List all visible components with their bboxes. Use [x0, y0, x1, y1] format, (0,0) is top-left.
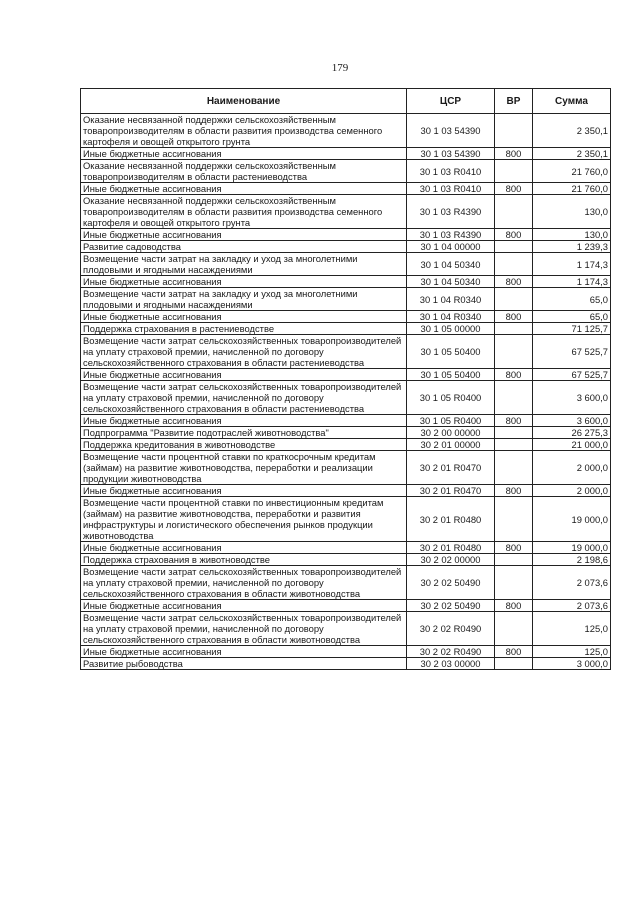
cell-vr: [495, 381, 533, 415]
table-row: [81, 612, 611, 646]
table-row: [81, 114, 611, 148]
cell-vr: [495, 658, 533, 670]
cell-name: Возмещение части затрат сельскохозяйственных товаропроизводителей на уплату страховой премии, начисленной по договору сельскохозяйственного страхования в области растениеводства: [81, 381, 407, 415]
table-row: [81, 160, 611, 183]
cell-sum: 2 000,0: [533, 451, 611, 485]
cell-name: Возмещение части затрат сельскохозяйственных товаропроизводителей на уплату страховой премии, начисленной по договору сельскохозяйственного страхования в области животноводства: [81, 612, 407, 646]
cell-sum: 2 350,1: [533, 148, 611, 160]
cell-csr: 30 2 02 R0490: [407, 612, 495, 646]
cell-vr: [495, 566, 533, 600]
cell-vr: 800: [495, 369, 533, 381]
cell-csr: 30 1 05 00000: [407, 323, 495, 335]
cell-name: Поддержка страхования в животноводстве: [81, 554, 407, 566]
table-row: [81, 335, 611, 369]
cell-sum: 3 600,0: [533, 415, 611, 427]
cell-vr: 800: [495, 229, 533, 241]
table-row: [81, 427, 611, 439]
cell-sum: 125,0: [533, 646, 611, 658]
cell-vr: 800: [495, 311, 533, 323]
cell-csr: 30 2 02 50490: [407, 566, 495, 600]
cell-vr: [495, 253, 533, 276]
table-row: [81, 311, 611, 323]
cell-sum: 26 275,3: [533, 427, 611, 439]
cell-csr: 30 1 04 50340: [407, 276, 495, 288]
cell-vr: [495, 323, 533, 335]
cell-csr: 30 2 01 R0470: [407, 451, 495, 485]
cell-csr: 30 2 02 00000: [407, 554, 495, 566]
table-row: [81, 497, 611, 542]
cell-name: Иные бюджетные ассигнования: [81, 276, 407, 288]
cell-sum: 2 073,6: [533, 566, 611, 600]
cell-vr: 800: [495, 646, 533, 658]
cell-sum: 19 000,0: [533, 497, 611, 542]
cell-sum: 65,0: [533, 288, 611, 311]
cell-vr: 800: [495, 415, 533, 427]
cell-csr: 30 2 01 R0480: [407, 542, 495, 554]
cell-csr: 30 1 04 00000: [407, 241, 495, 253]
table-row: [81, 451, 611, 485]
table-row: [81, 646, 611, 658]
cell-csr: 30 1 03 54390: [407, 114, 495, 148]
cell-name: Иные бюджетные ассигнования: [81, 148, 407, 160]
cell-name: Возмещение части процентной ставки по краткосрочным кредитам (займам) на развитие животноводства, переработки и реализации продукции животноводства: [81, 451, 407, 485]
cell-csr: 30 1 05 50400: [407, 369, 495, 381]
cell-sum: 71 125,7: [533, 323, 611, 335]
cell-vr: [495, 335, 533, 369]
cell-name: Иные бюджетные ассигнования: [81, 183, 407, 195]
cell-name: Иные бюджетные ассигнования: [81, 600, 407, 612]
cell-name: Возмещение части затрат сельскохозяйственных товаропроизводителей на уплату страховой премии, начисленной по договору сельскохозяйственного страхования в области животноводства: [81, 566, 407, 600]
cell-vr: 800: [495, 148, 533, 160]
cell-csr: 30 1 04 R0340: [407, 288, 495, 311]
cell-sum: 130,0: [533, 229, 611, 241]
cell-csr: 30 2 00 00000: [407, 427, 495, 439]
table-row: [81, 658, 611, 670]
table-row: [81, 229, 611, 241]
column-header-vr: ВР: [495, 89, 533, 114]
cell-csr: 30 2 02 R0490: [407, 646, 495, 658]
cell-vr: [495, 160, 533, 183]
cell-vr: [495, 427, 533, 439]
cell-sum: 2 073,6: [533, 600, 611, 612]
table-row: [81, 195, 611, 229]
cell-sum: 125,0: [533, 612, 611, 646]
column-header-name: Наименование: [81, 89, 407, 114]
column-header-csr: ЦСР: [407, 89, 495, 114]
cell-sum: 21 000,0: [533, 439, 611, 451]
cell-csr: 30 1 03 54390: [407, 148, 495, 160]
cell-csr: 30 1 05 R0400: [407, 381, 495, 415]
cell-name: Возмещение части процентной ставки по инвестиционным кредитам (займам) на развитие животноводства, переработки и развития инфраструктуры и логистического обеспечения рынков продукции животноводства: [81, 497, 407, 542]
cell-sum: 3 600,0: [533, 381, 611, 415]
cell-vr: [495, 288, 533, 311]
table-row: [81, 485, 611, 497]
cell-csr: 30 1 03 R4390: [407, 229, 495, 241]
cell-csr: 30 1 04 R0340: [407, 311, 495, 323]
cell-sum: 3 000,0: [533, 658, 611, 670]
cell-vr: 800: [495, 600, 533, 612]
table-row: [81, 554, 611, 566]
table-row: [81, 323, 611, 335]
cell-name: Иные бюджетные ассигнования: [81, 542, 407, 554]
cell-vr: [495, 554, 533, 566]
cell-vr: [495, 439, 533, 451]
cell-sum: 2 000,0: [533, 485, 611, 497]
table-body: [81, 114, 611, 670]
cell-vr: 800: [495, 276, 533, 288]
cell-csr: 30 1 03 R0410: [407, 160, 495, 183]
cell-sum: 2 350,1: [533, 114, 611, 148]
cell-name: Иные бюджетные ассигнования: [81, 646, 407, 658]
cell-sum: 19 000,0: [533, 542, 611, 554]
cell-sum: 67 525,7: [533, 369, 611, 381]
cell-name: Развитие садоводства: [81, 241, 407, 253]
cell-name: Оказание несвязанной поддержки сельскохозяйственным товаропроизводителям в области развития производства семенного картофеля и овощей открытого грунта: [81, 114, 407, 148]
cell-csr: 30 2 02 50490: [407, 600, 495, 612]
cell-vr: [495, 114, 533, 148]
cell-vr: [495, 241, 533, 253]
page-number: 179: [331, 62, 349, 74]
table-row: [81, 241, 611, 253]
table-row: [81, 369, 611, 381]
cell-vr: [495, 612, 533, 646]
cell-sum: 1 174,3: [533, 276, 611, 288]
cell-name: Оказание несвязанной поддержки сельскохозяйственным товаропроизводителям в области развития производства семенного картофеля и овощей открытого грунта: [81, 195, 407, 229]
cell-vr: [495, 451, 533, 485]
cell-csr: 30 1 03 R4390: [407, 195, 495, 229]
cell-csr: 30 2 03 00000: [407, 658, 495, 670]
table-row: [81, 381, 611, 415]
cell-sum: 21 760,0: [533, 160, 611, 183]
cell-sum: 2 198,6: [533, 554, 611, 566]
table-header-row: [81, 89, 611, 114]
cell-vr: [495, 497, 533, 542]
table-row: [81, 542, 611, 554]
table-row: [81, 276, 611, 288]
cell-name: Оказание несвязанной поддержки сельскохозяйственным товаропроизводителям в области растениеводства: [81, 160, 407, 183]
table-row: [81, 183, 611, 195]
cell-name: Возмещение части затрат на закладку и уход за многолетними плодовыми и ягодными насаждениями: [81, 253, 407, 276]
table-row: [81, 415, 611, 427]
cell-name: Подпрограмма "Развитие подотраслей животноводства": [81, 427, 407, 439]
cell-csr: 30 1 03 R0410: [407, 183, 495, 195]
cell-vr: [495, 195, 533, 229]
cell-name: Возмещение части затрат сельскохозяйственных товаропроизводителей на уплату страховой премии, начисленной по договору сельскохозяйственного страхования в области растениеводства: [81, 335, 407, 369]
cell-csr: 30 1 05 50400: [407, 335, 495, 369]
cell-csr: 30 1 05 R0400: [407, 415, 495, 427]
cell-name: Развитие рыбоводства: [81, 658, 407, 670]
cell-sum: 1 239,3: [533, 241, 611, 253]
cell-vr: 800: [495, 183, 533, 195]
cell-sum: 1 174,3: [533, 253, 611, 276]
cell-sum: 65,0: [533, 311, 611, 323]
cell-sum: 130,0: [533, 195, 611, 229]
column-header-sum: Сумма: [533, 89, 611, 114]
cell-sum: 21 760,0: [533, 183, 611, 195]
cell-csr: 30 2 01 R0470: [407, 485, 495, 497]
cell-vr: 800: [495, 542, 533, 554]
table-row: [81, 288, 611, 311]
cell-name: Иные бюджетные ассигнования: [81, 415, 407, 427]
table-row: [81, 566, 611, 600]
cell-csr: 30 1 04 50340: [407, 253, 495, 276]
cell-csr: 30 2 01 00000: [407, 439, 495, 451]
cell-name: Возмещение части затрат на закладку и уход за многолетними плодовыми и ягодными насаждениями: [81, 288, 407, 311]
cell-name: Иные бюджетные ассигнования: [81, 229, 407, 241]
table-row: [81, 600, 611, 612]
cell-name: Иные бюджетные ассигнования: [81, 311, 407, 323]
cell-name: Иные бюджетные ассигнования: [81, 369, 407, 381]
cell-name: Иные бюджетные ассигнования: [81, 485, 407, 497]
cell-name: Поддержка кредитования в животноводстве: [81, 439, 407, 451]
table-row: [81, 253, 611, 276]
cell-name: Поддержка страхования в растениеводстве: [81, 323, 407, 335]
cell-sum: 67 525,7: [533, 335, 611, 369]
cell-csr: 30 2 01 R0480: [407, 497, 495, 542]
table-row: [81, 439, 611, 451]
table-row: [81, 148, 611, 160]
budget-table: [80, 88, 611, 670]
cell-vr: 800: [495, 485, 533, 497]
